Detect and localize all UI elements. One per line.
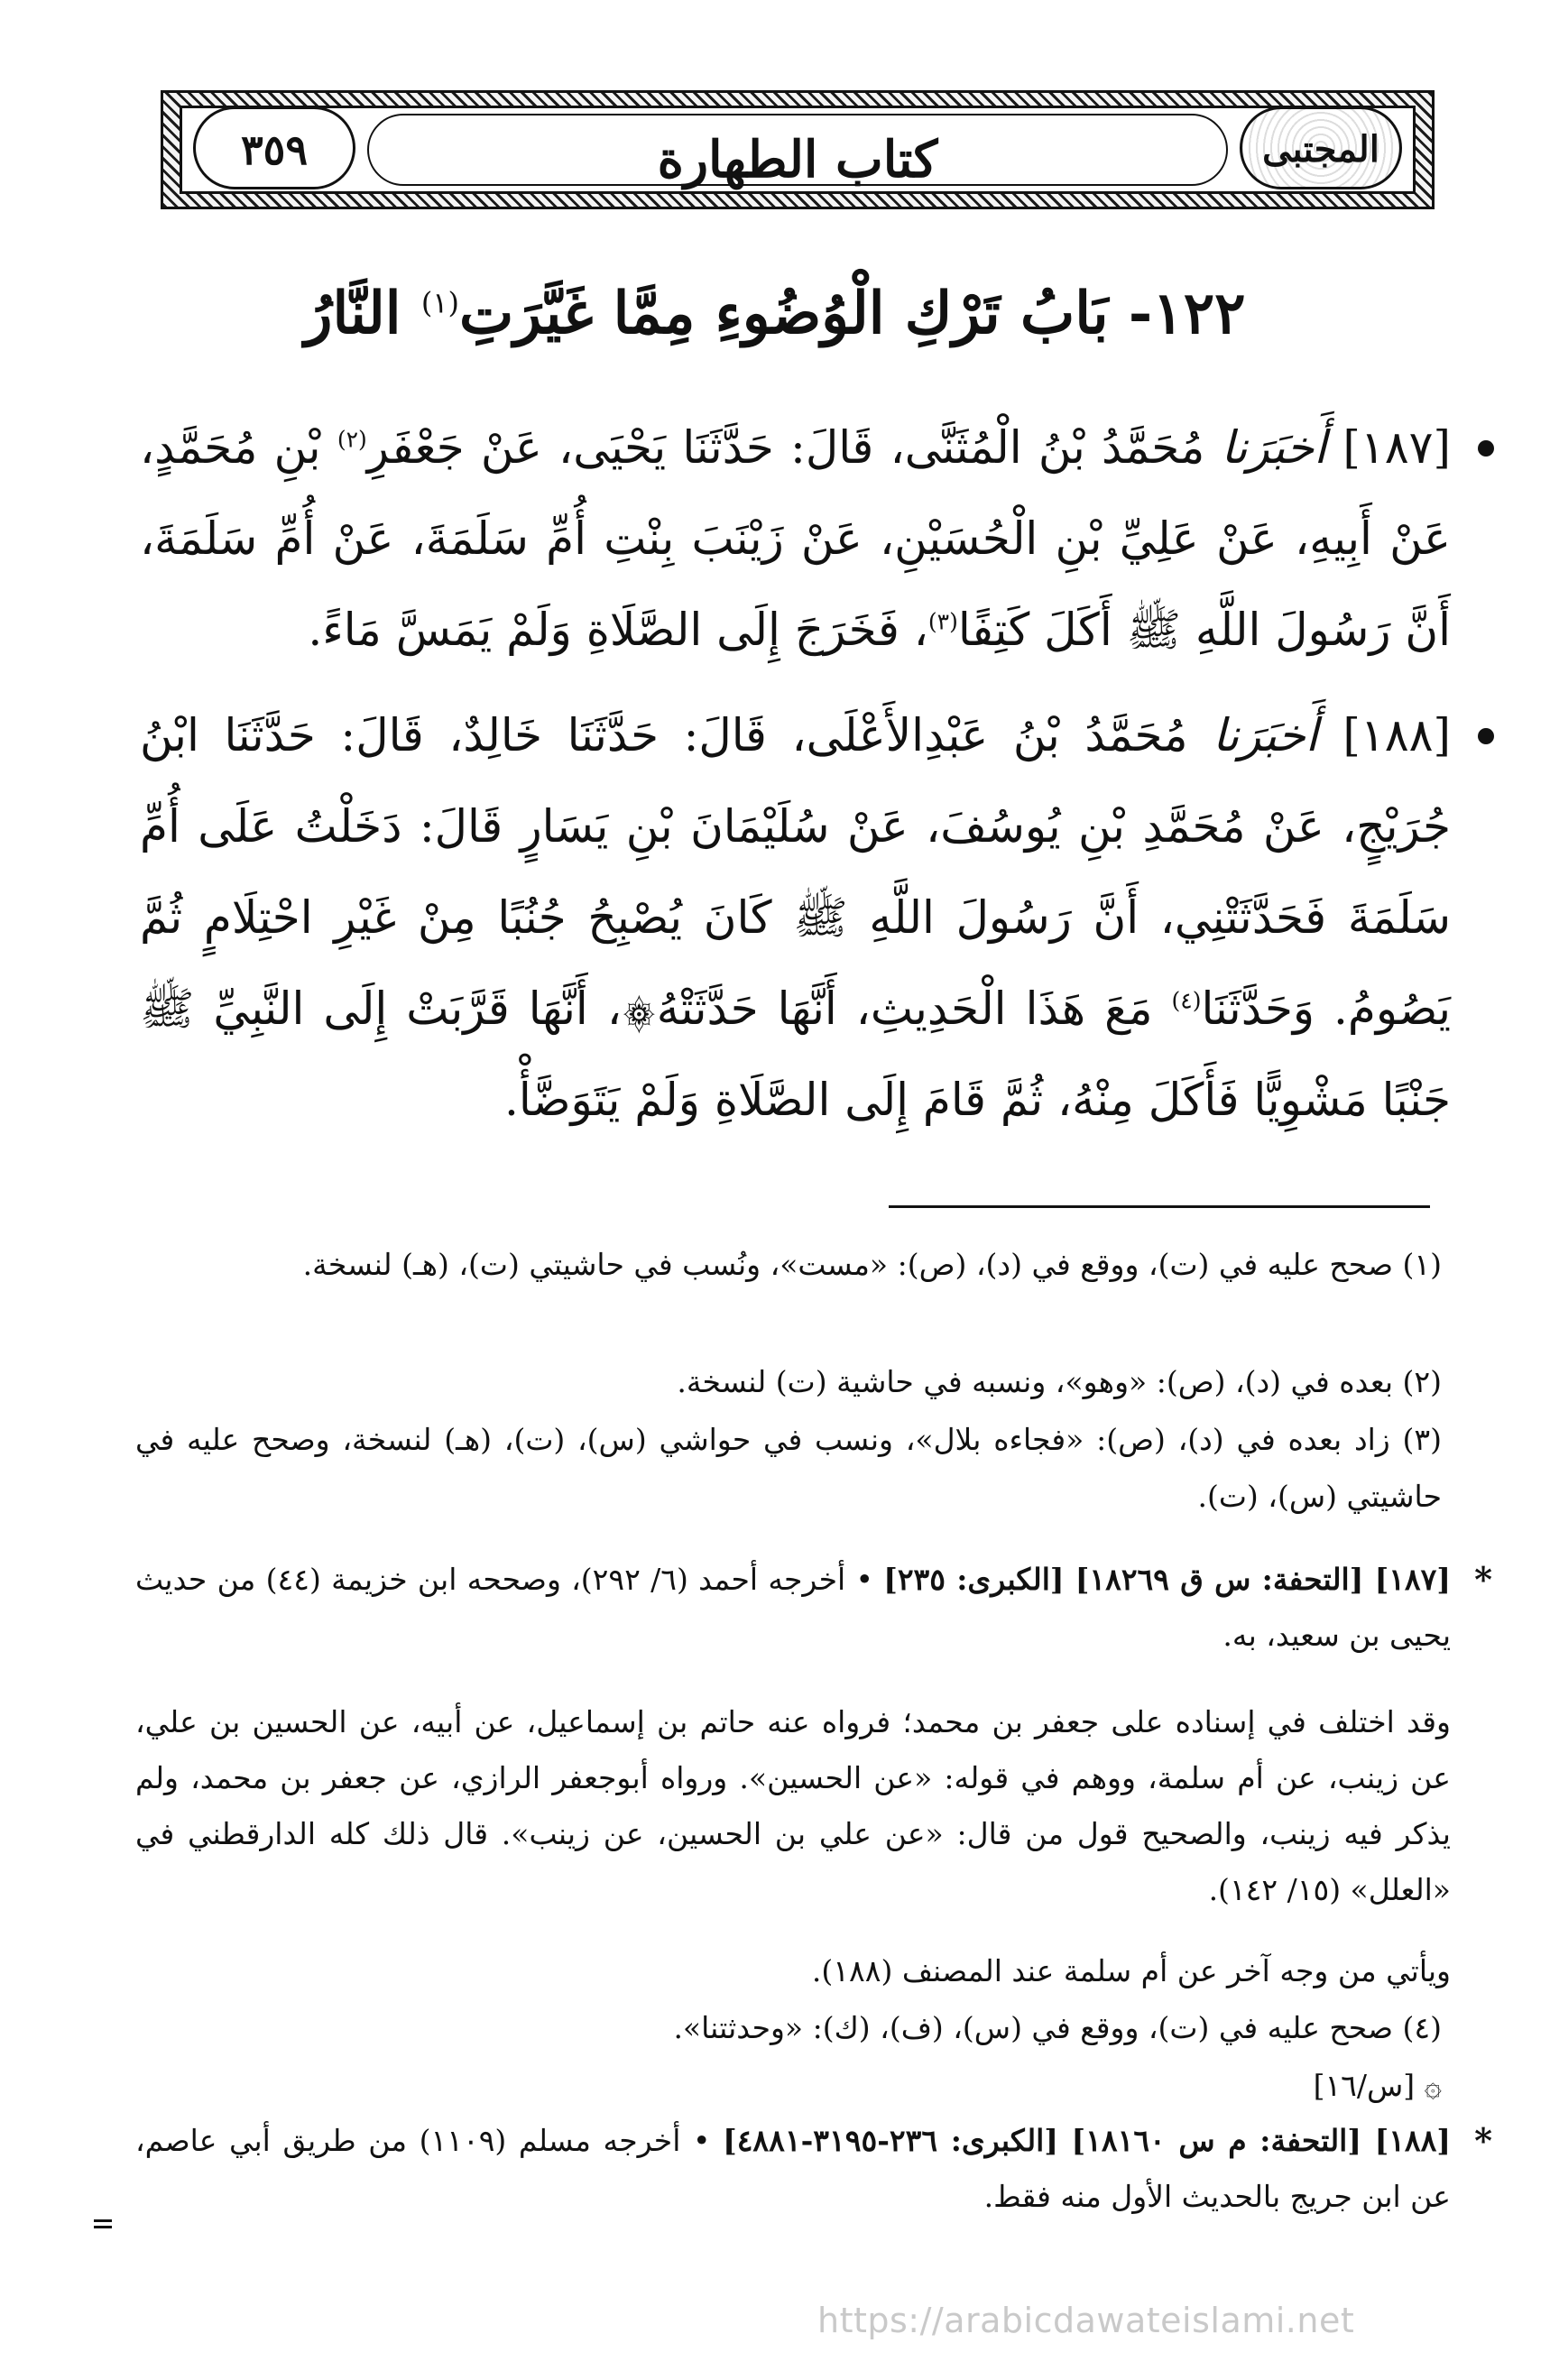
hadith-lead: أَخبَرَنا <box>1213 709 1318 761</box>
takhrij-text: • أخرجه مسلم (١١٠٩) من طريق أبي عاصم، عن ابن جريج بالحديث الأول منه فقط. <box>135 2123 1451 2214</box>
footnote-ref-1: (١) <box>420 285 459 320</box>
takhrij-refs: [١٨٨] [التحفة: م س ١٨١٦٠] [الكبرى: ٢٣٦-٣١٩٥-٤٨٨١] <box>723 2123 1451 2158</box>
bullet-icon <box>1478 728 1494 744</box>
hadith-text: ، أَنَّهَا قَرَّبَتْ إِلَى النَّبِيِّ ﷺ جَنْبًا مَشْوِيًّا فَأَكَلَ مِنْهُ، ثُمَّ قَامَ إِلَى الصَّلَاةِ وَلَمْ يَتَوَضَّأْ. <box>140 982 1451 1126</box>
bullet-icon <box>1478 440 1494 457</box>
header-inner-frame <box>180 106 1416 194</box>
hadith-number: [١٨٧] <box>1342 421 1451 474</box>
hadith-number: [١٨٨] <box>1342 709 1451 761</box>
takhrij-188 <box>135 2113 1492 2225</box>
page-marker: ۞ [س/١٦] <box>1313 2068 1442 2103</box>
page-number: ٣٥٩ <box>193 106 355 189</box>
footnote-ref-3: (٣) <box>927 608 958 635</box>
hadith-lead: أَخبَرَنا <box>1221 421 1327 474</box>
hadith-188 <box>140 690 1451 1146</box>
footnote-separator <box>889 1205 1430 1208</box>
footnote-4: (٤) صحح عليه في (ت)، ووقع في (س)، (ف)، (ك): «وحدثتنا». <box>673 2010 1442 2045</box>
book-title: كتاب الطهارة <box>657 130 938 189</box>
footnote-1: (١) صحح عليه في (ت)، ووقع في (د)، (ص): «مست»، ونُسب في حاشيتي (ت)، (هـ) لنسخة. <box>302 1247 1442 1282</box>
footnote-3: (٣) زاد بعده في (د)، (ص): «فجاءه بلال»، ونسب في حواشي (س)، (ت)، (هـ) لنسخة، وصحح عليه في حاشيتي (س)، (ت). <box>135 1422 1442 1514</box>
page-break-icon: ۞ <box>621 982 657 1035</box>
hadith-187 <box>140 402 1451 676</box>
takhrij-refs: [١٨٧] [التحفة: س ق ١٨٢٦٩] [الكبرى: ٢٣٥] <box>883 1562 1451 1597</box>
hadith-text: ، فَخَرَجَ إِلَى الصَّلَاةِ وَلَمْ يَمَسَّ مَاءً. <box>308 604 928 656</box>
series-name: المجتبى <box>1240 106 1402 189</box>
watermark-url: https://arabicdawateislami.net <box>817 2301 1355 2340</box>
margin-mark <box>94 2219 112 2228</box>
chapter-title-end: النَّارُ <box>304 280 401 347</box>
header-title-cartouche <box>367 114 1228 189</box>
takhrij-187 <box>135 1552 1492 1664</box>
hadith-text: بْنِ مُحَمَّدٍ، عَنْ أَبِيهِ، عَنْ عَلِيِّ بْنِ الْحُسَيْنِ، عَنْ زَيْنَبَ بِنْتِ أُمِّ سَلَمَةَ، عَنْ أُمِّ سَلَمَةَ، أَنَّ رَسُولَ اللَّهِ ﷺ أَكَلَ كَتِفًا <box>140 421 1451 656</box>
asterisk-icon: * <box>1474 2120 1492 2161</box>
footnote-ref-4: (٤) <box>1171 987 1202 1014</box>
chapter-heading <box>180 280 1370 347</box>
takhrij-187-paragraph: وقد اختلف في إسناده على جعفر بن محمد؛ فرواه عنه حاتم بن إسماعيل، عن أبيه، عن الحسين بن علي، عن زينب، عن أم سلمة، ووهم في قوله: «عن الحسين». ورواه أبوجعفر الرازي، عن جعفر بن محمد، ولم يذكر فيه زينب، والصحيح قول من قال: «عن علي بن الحسين، عن زينب». قال ذلك كله الدارقطني في «العلل» (١٥/ ١٤٢). <box>135 1704 1451 1907</box>
hadith-text: مُحَمَّدُ بْنُ الْمُثَنَّى، قَالَ: حَدَّثَنَا يَحْيَى، عَنْ جَعْفَرِ <box>366 421 1205 474</box>
hadith-text: مُحَمَّدُ بْنُ عَبْدِالأَعْلَى، قَالَ: حَدَّثَنَا خَالِدٌ، قَالَ: حَدَّثَنَا ابْنُ جُرَيْجٍ، عَنْ مُحَمَّدِ بْنِ يُوسُفَ، عَنْ سُلَيْمَانَ بْنِ يَسَارٍ قَالَ: دَخَلْتُ عَلَى أُمِّ سَلَمَةَ فَحَدَّثَتْنِي، أَنَّ رَسُولَ اللَّهِ ﷺ كَانَ يُصْبِحُ جُنُبًا مِنْ غَيْرِ احْتِلَامٍ ثُمَّ يَصُومُ. وَحَدَّثَنَا <box>140 709 1451 1035</box>
takhrij-187-paragraph: ويأتي من وجه آخر عن أم سلمة عند المصنف (١٨٨). <box>811 1953 1451 1988</box>
footnote-ref-2: (٢) <box>337 426 367 453</box>
asterisk-icon: * <box>1474 1559 1492 1600</box>
ornamental-header <box>161 90 1435 209</box>
takhrij-text: • أخرجه أحمد (٦/ ٢٩٢)، وصححه ابن خزيمة (٤٤) من حديث يحيى بن سعيد، به. <box>135 1562 1451 1653</box>
hadith-text: مَعَ هَذَا الْحَدِيثِ، أَنَّهَا حَدَّثَتْهُ <box>656 982 1153 1035</box>
footnote-2: (٢) بعده في (د)، (ص): «وهو»، ونسبه في حاشية (ت) لنسخة. <box>677 1364 1442 1399</box>
chapter-title: ١٢٢- بَابُ تَرْكِ الْوُضُوءِ مِمَّا غَيَّرَتِ <box>458 280 1246 347</box>
